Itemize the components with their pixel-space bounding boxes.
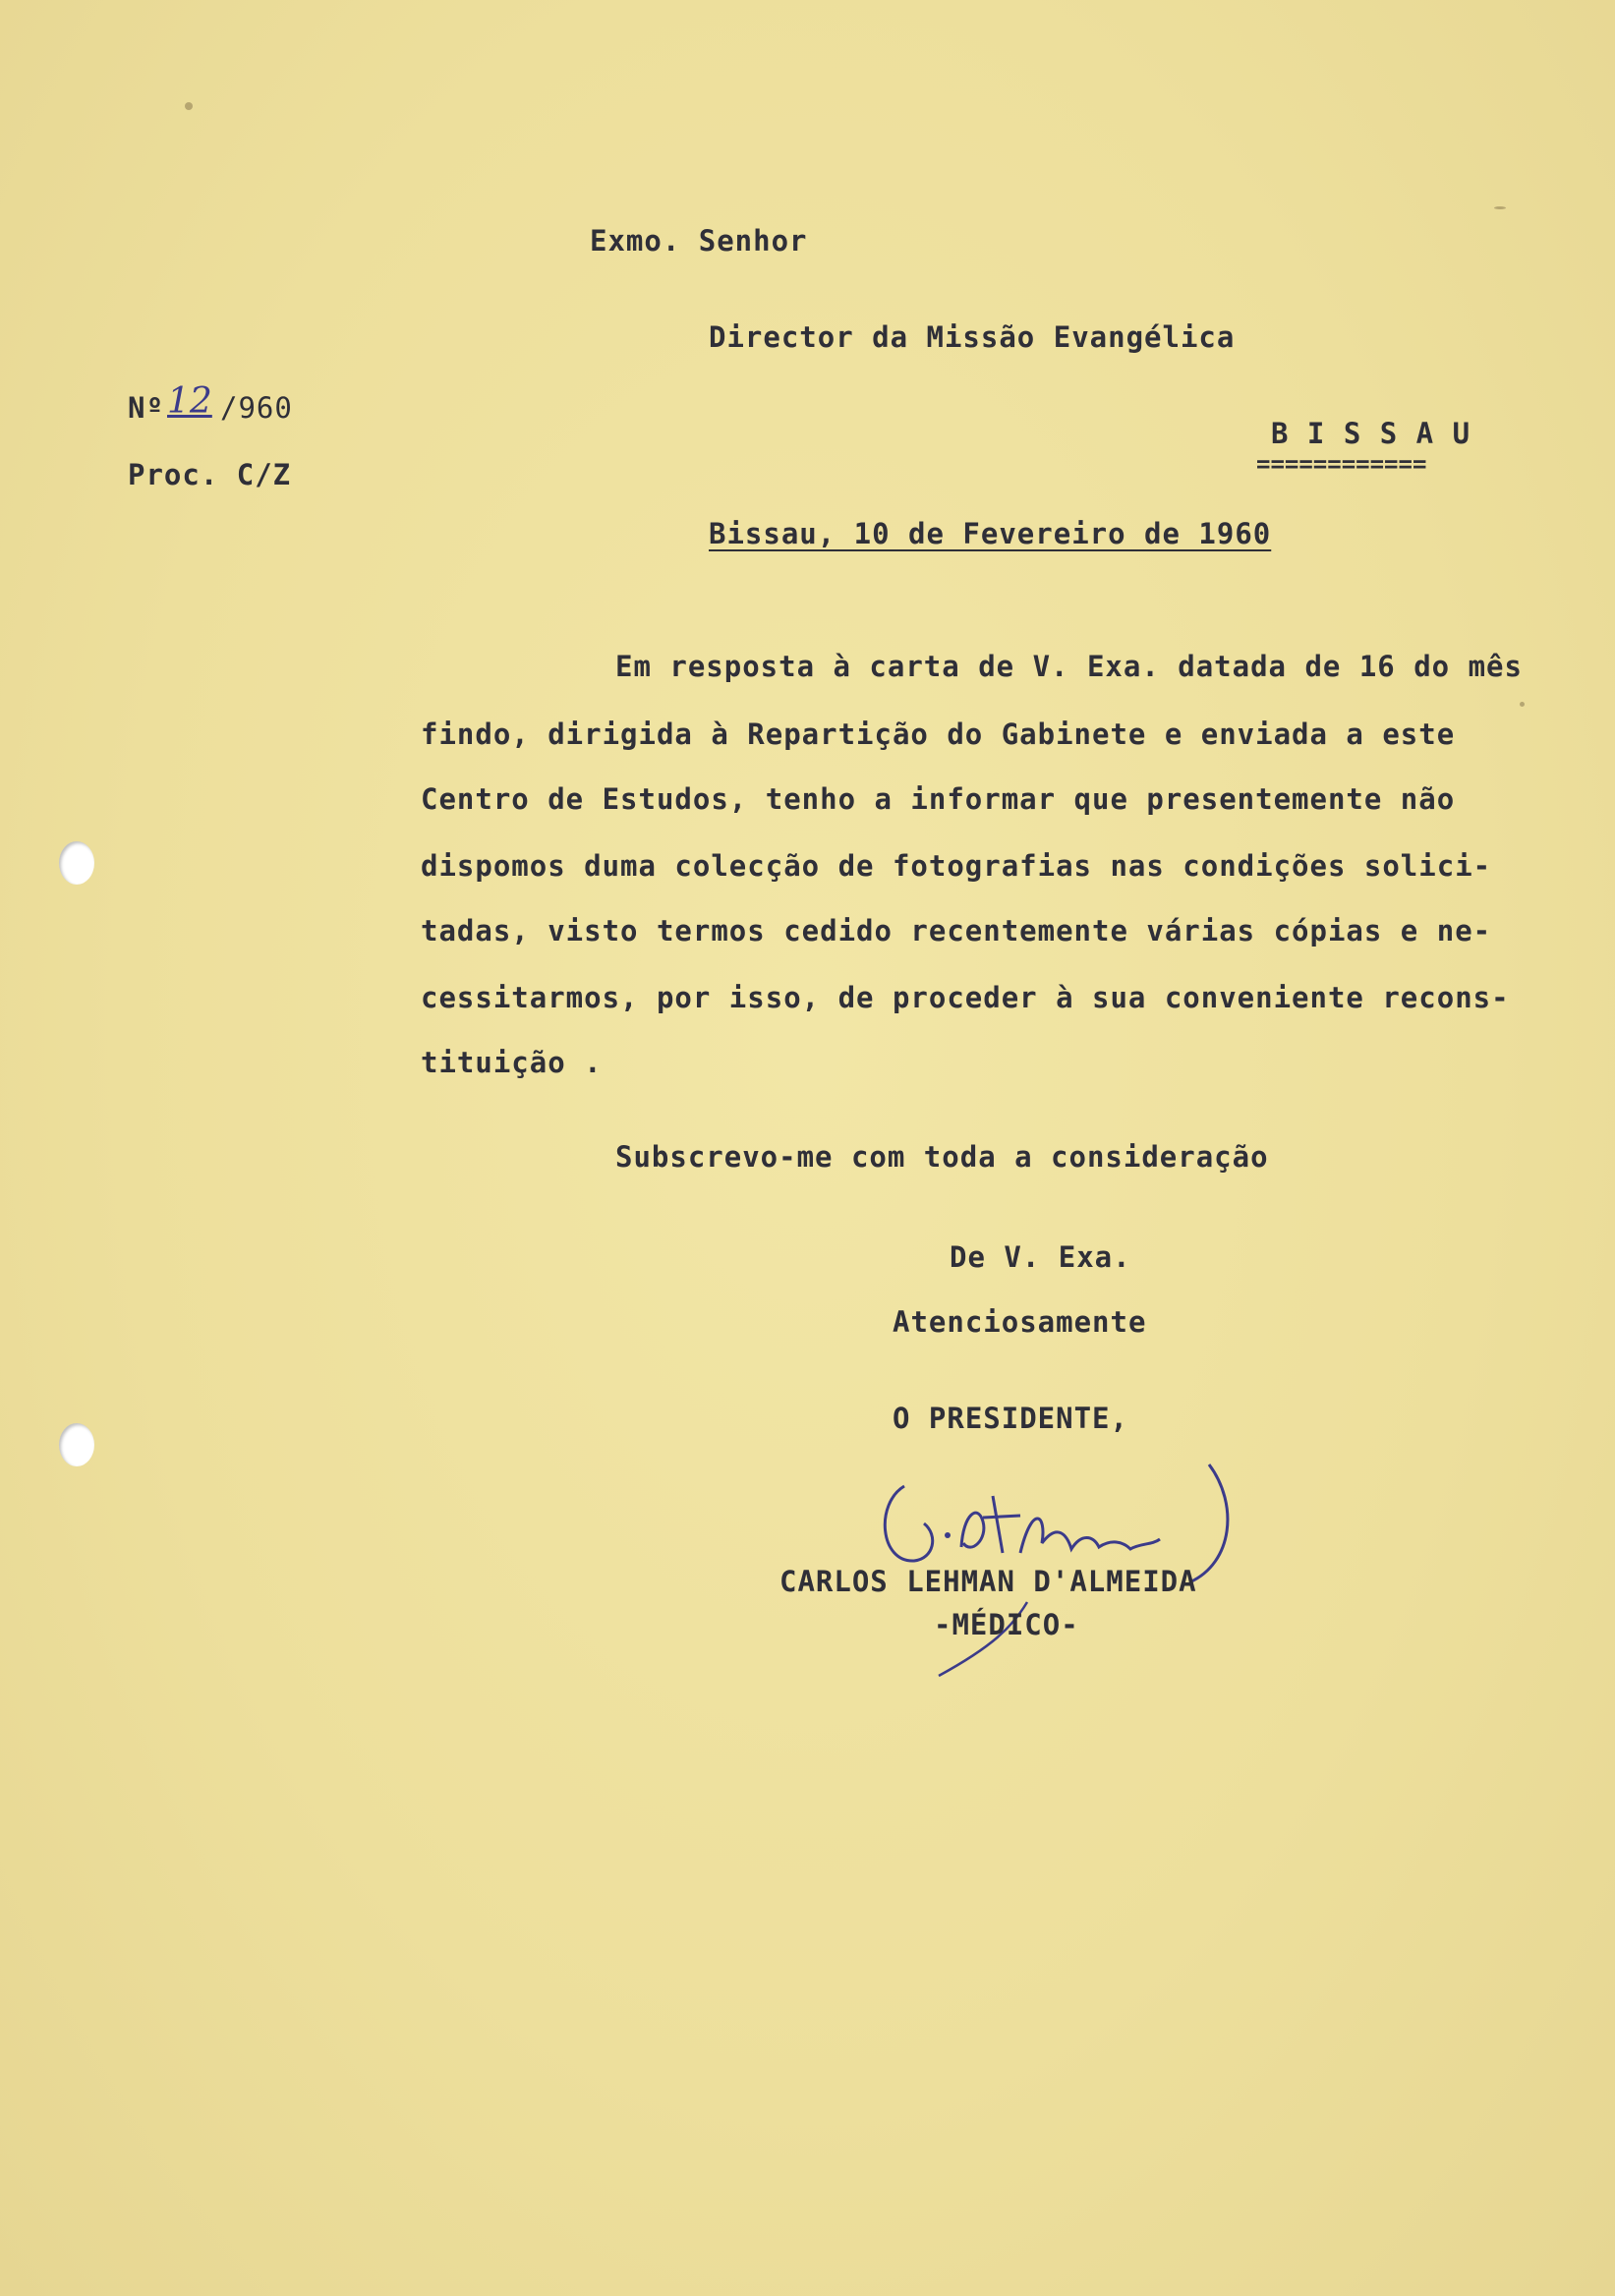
body-line: dispomos duma colecção de fotografias nas condições solici- <box>421 849 1492 883</box>
closing-formula: Subscrevo-me com toda a consideração <box>615 1140 1269 1174</box>
reference-handwritten-number: 12 <box>167 381 212 422</box>
reference-year: /960 <box>220 391 293 425</box>
process-reference: Proc. C/Z <box>128 458 292 491</box>
city-underline: ============ <box>1256 450 1427 478</box>
letter-date: Bissau, 10 de Fevereiro de 1960 <box>709 517 1272 550</box>
recipient: Director da Missão Evangélica <box>709 320 1236 354</box>
punch-hole-top <box>59 841 94 885</box>
body-line: Em resposta à carta de V. Exa. datada de 16 do mês <box>615 650 1523 683</box>
body-line: findo, dirigida à Repartição do Gabinete e enviada a este <box>421 718 1456 751</box>
body-line: Centro de Estudos, tenho a informar que presentemente não <box>421 782 1456 816</box>
signer-name: CARLOS LEHMAN D'ALMEIDA <box>779 1565 1197 1598</box>
handwritten-signature <box>845 1445 1258 1681</box>
closing-courtesy: De V. Exa. <box>950 1240 1131 1274</box>
punch-hole-bottom <box>59 1423 94 1466</box>
body-line: tituição . <box>421 1046 603 1079</box>
salutation: Exmo. Senhor <box>590 224 808 258</box>
paper-speck <box>1520 702 1525 707</box>
body-line: cessitarmos, por isso, de proceder à sua conveniente recons- <box>421 981 1510 1014</box>
body-line: tadas, visto termos cedido recentemente várias cópias e ne- <box>421 914 1492 947</box>
signer-role: -MÉDICO- <box>934 1608 1079 1641</box>
paper-speck <box>1494 206 1506 209</box>
reference-prefix: Nº <box>128 391 164 425</box>
signer-title: O PRESIDENTE, <box>893 1402 1128 1435</box>
closing-regards: Atenciosamente <box>893 1305 1147 1339</box>
paper-speck <box>185 102 193 110</box>
city: B I S S A U <box>1271 417 1471 450</box>
